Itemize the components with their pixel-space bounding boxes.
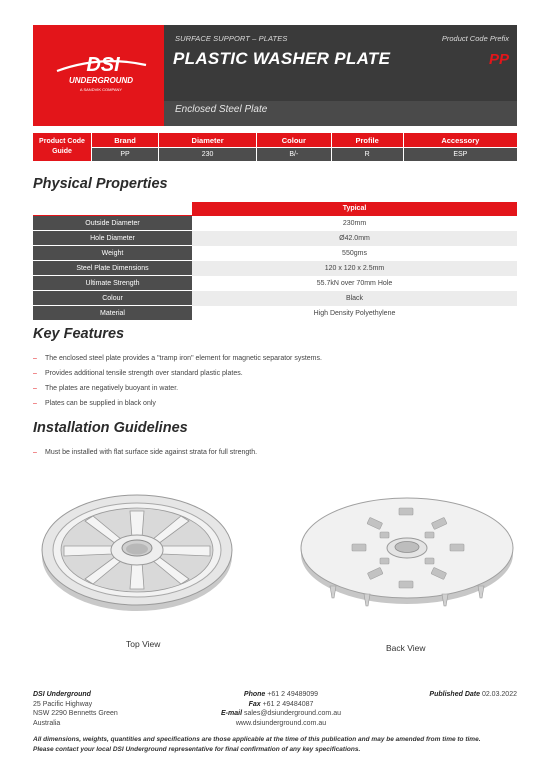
table-row (33, 231, 517, 246)
dsi-logo-icon (51, 47, 151, 107)
props-header-row (33, 202, 517, 216)
feature-text: The enclosed steel plate provides a "tramp iron" element for magnetic separator systems. (45, 355, 322, 362)
footer-company: DSI Underground (33, 691, 91, 698)
phone-label: Phone (243, 691, 266, 698)
prop-value: 550gms (192, 246, 517, 261)
footer-address-line: Australia (33, 719, 61, 727)
header-banner (33, 25, 517, 147)
footer-address-line: NSW 2290 Bennetts Green (33, 710, 118, 717)
prop-label: Outside Diameter (33, 216, 192, 231)
published-label: Published Date (429, 691, 480, 698)
footer-address-line: 25 Pacific Highway (33, 700, 93, 708)
list-item (33, 369, 322, 384)
footer-contact (196, 690, 366, 728)
logo-tagline-text: A SANDVIK COMPANY (79, 87, 123, 92)
installation-heading: Installation Guidelines (33, 420, 188, 436)
list-item (33, 448, 257, 463)
pcg-col-accessory: Accessory (403, 133, 517, 148)
table-row (33, 291, 517, 306)
disclaimer-line: All dimensions, weights, quantities and specifications are those applicable at the time of this publication and may be amended from time to time. (33, 736, 481, 743)
page-title: PLASTIC WASHER PLATE (173, 49, 391, 68)
fax-label: Fax (248, 700, 261, 708)
pcg-col-profile: Profile (331, 133, 403, 148)
pcg-val-diameter: 230 (159, 148, 257, 162)
dash-bullet-icon: – (33, 385, 37, 392)
page-subtitle: Enclosed Steel Plate (175, 104, 268, 115)
feature-text: Provides additional tensile strength over standard plastic plates. (45, 370, 243, 377)
footer-published (429, 690, 517, 700)
table-row (33, 261, 517, 276)
installation-list (33, 448, 257, 463)
pcg-col-brand: Brand (92, 133, 159, 148)
key-features-heading: Key Features (33, 326, 125, 342)
props-header-typical: Typical (192, 202, 517, 216)
product-code-guide-label: Product Code Guide (33, 133, 91, 161)
top-view-image (30, 476, 245, 626)
table-row (33, 246, 517, 261)
dash-bullet-icon: – (33, 355, 37, 362)
pcg-col-colour: Colour (257, 133, 332, 148)
fax-number: +61 2 49484087 (262, 700, 314, 708)
footer-disclaimer (33, 735, 517, 754)
logo-dsi-text: DSI (86, 54, 120, 76)
dash-bullet-icon: – (33, 449, 37, 456)
prop-value: 120 x 120 x 2.5mm (192, 261, 517, 276)
table-row (33, 306, 517, 321)
prop-value: High Density Polyethylene (192, 306, 517, 321)
table-row (33, 276, 517, 291)
top-view-caption: Top View (126, 639, 161, 649)
email-label: E-mail (221, 710, 243, 717)
prop-value: 230mm (192, 216, 517, 231)
phone-number: +61 2 49489099 (267, 691, 319, 698)
physical-properties-heading: Physical Properties (33, 176, 168, 192)
feature-text: Plates can be supplied in black only (45, 400, 156, 407)
back-view-image (292, 486, 522, 616)
list-item (33, 354, 322, 369)
props-header-blank (33, 202, 192, 216)
back-view-caption: Back View (386, 643, 426, 653)
prop-value: Black (192, 291, 517, 306)
installation-text: Must be installed with flat surface side against strata for full strength. (45, 449, 258, 456)
product-code-header-row (92, 133, 518, 148)
prop-label: Colour (33, 291, 192, 306)
prop-label: Steel Plate Dimensions (33, 261, 192, 276)
pcg-val-accessory: ESP (403, 148, 517, 162)
website-link[interactable]: www.dsiunderground.com.au (235, 719, 327, 727)
footer-address (33, 690, 118, 728)
product-code-value-row (92, 148, 518, 162)
feature-text: The plates are negatively buoyant in water. (45, 385, 179, 392)
published-date: 02.03.2022 (481, 691, 517, 698)
dash-bullet-icon: – (33, 400, 37, 407)
product-code-guide-table (91, 133, 517, 161)
dash-bullet-icon: – (33, 370, 37, 377)
prop-value: 55.7kN over 70mm Hole (192, 276, 517, 291)
prop-value: Ø42.0mm (192, 231, 517, 246)
product-code-prefix: PP (488, 51, 509, 68)
product-code-prefix-label: Product Code Prefix (441, 34, 509, 43)
physical-properties-table (33, 202, 517, 321)
pcg-val-colour: B/- (257, 148, 332, 162)
pcg-col-diameter: Diameter (159, 133, 257, 148)
key-features-list (33, 354, 322, 414)
pcg-val-profile: R (331, 148, 403, 162)
prop-label: Weight (33, 246, 192, 261)
prop-label: Material (33, 306, 192, 321)
list-item (33, 384, 322, 399)
logo-underground-text: UNDERGROUND (69, 76, 133, 85)
email-link[interactable]: sales@dsiunderground.com.au (243, 710, 341, 717)
prop-label: Ultimate Strength (33, 276, 192, 291)
disclaimer-line: Please contact your local DSI Underground representative for final confirmation of any key specifications. (33, 745, 361, 753)
pcg-val-brand: PP (92, 148, 159, 162)
prop-label: Hole Diameter (33, 231, 192, 246)
list-item (33, 399, 322, 414)
category-label: SURFACE SUPPORT – PLATES (175, 34, 288, 43)
logo-panel (33, 25, 164, 126)
table-row (33, 216, 517, 231)
